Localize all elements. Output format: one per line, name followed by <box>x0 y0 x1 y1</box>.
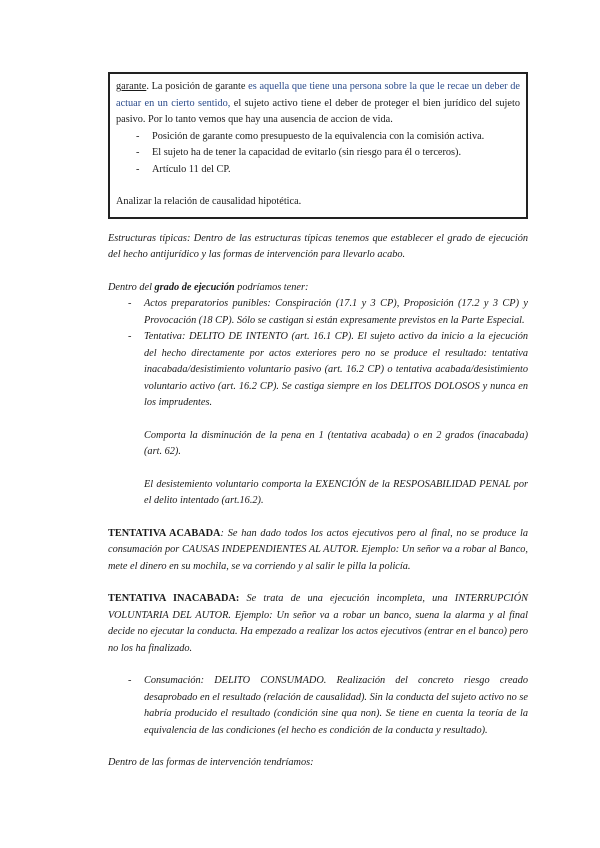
garante-definition-highlight: es aquella que tiene una persona sobre la que le recae un deber de actuar en un cierto sentido, <box>116 81 520 109</box>
bullet-text: El sujeto ha de tener la capacidad de evitarlo (sin riesgo para él o terceros). <box>152 147 462 158</box>
garante-text-plain: . La posición de garante <box>146 81 249 92</box>
estructuras-paragraph: Estructuras típicas: Dentro de las estructuras típicas tenemos que establecer el grado de ejecución del hecho antijurídico y las formas de intervención para llevarlo acabo. <box>108 232 528 260</box>
list-item <box>116 129 520 146</box>
bullet-text: Posición de garante como presupuesto de la equivalencia con la comisión activa. <box>152 130 485 142</box>
desistimiento-paragraph: El desistemiento voluntario comporta la EXENCIÓN de la RESPOSABILIDAD PENAL por el delito intentado (art.16.2). <box>144 478 528 506</box>
list-item-actos <box>108 296 528 329</box>
dash-bullet: - <box>136 147 140 158</box>
consumacion-list <box>108 673 528 739</box>
grado-intro <box>108 280 528 297</box>
dash-bullet: - <box>136 163 140 175</box>
grado-list <box>108 296 528 412</box>
grado-intro-after: podríamos tener: <box>234 281 309 293</box>
tentativa-inacabada-text: Se trata de una ejecución incompleta, una INTERRUPCIÓN VOLUNTARIA DEL AUTOR. Ejemplo: Un señor va a robar un banco, suena la alarma y al final decide no ejecutar la conducta. Ha empezado a realizar los actos ejecutivos (entrar en el banco) pero no los ha finalizado. <box>108 593 528 654</box>
actos-text: Actos preparatorios punibles: Conspiración (17.1 y 3 CP), Proposición (17.2 y 3 CP) y Provocación (18 CP). Sólo se castigan si están expresamente previstos en la Parte Especial. <box>144 298 528 326</box>
garante-text-rest: el sujeto activo tiene el deber de proteger el bien jurídico del sujeto pasivo. Por lo tanto vemos que hay una ausencia de accion de vida. <box>116 97 520 125</box>
tentativa-inacabada-paragraph <box>108 591 528 657</box>
bullet-text: Artículo 11 del CP. <box>152 163 231 175</box>
list-item <box>116 162 520 179</box>
dash-bullet: - <box>136 130 140 142</box>
garante-paragraph <box>116 79 520 129</box>
garante-box <box>108 72 528 219</box>
tentativa-text: Tentativa: DELITO DE INTENTO (art. 16.1 CP). El sujeto activo da inicio a la ejecución del hecho directamente por actos exteriores pero no se produce el resultado: tentativa inacabada/desistimiento voluntario pasivo (art. 16.2 CP) o tentativa acabada/desistimiento voluntario activo (art. 16.2 CP). Se castiga siempre en los DELITOS DOLOSOS y nunca en los imprudentes. <box>144 331 528 408</box>
list-item-tentativa <box>108 329 528 412</box>
comporta-paragraph: Comporta la disminución de la pena en 1 (tentativa acabada) o en 2 grados (inacabada) (art. 62). <box>144 429 528 457</box>
grado-intro-bold: grado de ejecución <box>154 281 235 293</box>
dash-bullet: - <box>128 675 132 686</box>
list-item-consumacion <box>108 673 528 739</box>
tentativa-acabada-title: TENTATIVA ACABADA <box>108 527 221 539</box>
garante-closing: Analizar la relación de causalidad hipotética. <box>116 196 302 207</box>
document-page <box>108 72 528 772</box>
dash-bullet: - <box>128 331 132 342</box>
consumacion-text: Consumación: DELITO CONSUMADO. Realización del concreto riesgo creado desaprobado en el resultado (relación de causalidad). Sin la conducta del sujeto activo no se habría producido el resultado (condición sine qua non). Se tiene en cuenta la teoría de la equivalencia de las condiciones (el hecho es condición de la conducta y resultado). <box>144 675 528 736</box>
garante-underlined: garante <box>116 81 147 92</box>
tentativa-inacabada-title: TENTATIVA INACABADA: <box>108 593 240 604</box>
tentativa-acabada-paragraph <box>108 526 528 576</box>
tentativa-acabada-text: : Se han dado todos los actos ejecutivos pero al final, no se produce la consumación por CAUSAS INDEPENDIENTES AL AUTOR. Ejemplo: Un señor va a robar al Banco, mete el dinero en su mochila, se va corriendo y al salir le pilla la policía. <box>108 527 528 572</box>
dash-bullet: - <box>128 298 132 309</box>
grado-intro-before: Dentro del <box>108 281 155 293</box>
garante-bullet-list <box>116 129 520 179</box>
list-item <box>116 145 520 162</box>
formas-paragraph: Dentro de las formas de intervención tendríamos: <box>108 757 314 768</box>
